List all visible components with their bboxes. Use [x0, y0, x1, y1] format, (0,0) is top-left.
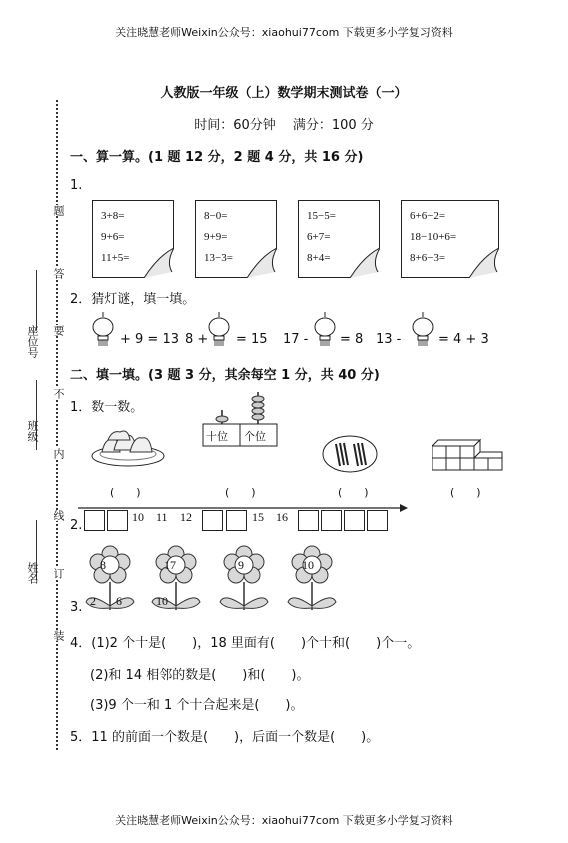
riddle-text: = 4 + 3 — [438, 332, 489, 347]
number-tick: 11 — [156, 510, 168, 524]
number-tick: 16 — [276, 510, 288, 524]
flower-icon — [284, 544, 340, 612]
equation: 13−3= — [204, 252, 233, 264]
equation: 11+5= — [101, 252, 130, 264]
seal-char: 订 — [52, 568, 65, 579]
equation: 6+6−2= — [410, 210, 446, 222]
s2-q3-label: 3. — [70, 600, 83, 615]
s2-q1-label: 1．数一数。 — [70, 400, 144, 415]
flower-leaf-number: 2 — [90, 594, 96, 608]
equation-card — [195, 200, 277, 278]
riddle-text: 13 - — [376, 332, 402, 347]
equation: 9+6= — [101, 231, 125, 243]
s2-q4-1: 4．(1)2 个十是( )，18 里面有( )个十和( )个一。 — [70, 636, 421, 651]
s2-q2-label: 2. — [70, 518, 83, 533]
equation-card — [298, 200, 380, 278]
section1-heading: 一、算一算。(1 题 12 分，2 题 4 分，共 16 分) — [70, 150, 364, 165]
seal-char: 装 — [52, 630, 65, 641]
sticks-bundle-icon — [322, 434, 378, 474]
number-tick: 12 — [180, 510, 192, 524]
number-flower — [284, 544, 340, 612]
equation-card — [92, 200, 174, 278]
q2-label: 2．猜灯谜，填一填。 — [70, 292, 196, 307]
equation: 9+9= — [204, 231, 228, 243]
flower-center-number: 17 — [164, 558, 176, 572]
class-label: 班级 — [26, 420, 39, 442]
page-curl-icon — [350, 248, 380, 278]
seal-char: 不 — [52, 388, 65, 399]
riddle-text: 8 + — [185, 332, 209, 347]
s2-q4-3: (3)9 个一和 1 个十合起来是( )。 — [90, 698, 304, 713]
number-flower — [216, 544, 272, 612]
page-subtitle: 时间：60分钟 满分：100 分 — [194, 118, 374, 133]
equation: 8−0= — [204, 210, 228, 222]
equation-card — [401, 200, 499, 278]
equation: 3+8= — [101, 210, 125, 222]
seat-underline — [36, 270, 37, 330]
seal-char: 内 — [52, 448, 65, 459]
riddle-text: + 9 = 13 — [120, 332, 179, 347]
binding-dotted-line — [56, 100, 58, 750]
lantern-icon — [90, 312, 116, 348]
seal-char: 线 — [52, 510, 65, 521]
q1-label: 1. — [70, 178, 83, 193]
number-blank[interactable] — [321, 510, 342, 531]
name-label: 姓名 — [26, 562, 39, 584]
seal-char: 题 — [52, 205, 65, 216]
number-tick: 10 — [132, 510, 144, 524]
equation: 15−5= — [307, 210, 336, 222]
flower-center-number: 8 — [100, 558, 106, 572]
number-blank[interactable] — [84, 510, 105, 531]
tens-label: 十位 — [206, 430, 228, 443]
footer-banner: 关注晓慧老师Weixin公众号：xiaohui77com 下载更多小学复习资料 — [115, 814, 453, 827]
equation: 6+7= — [307, 231, 331, 243]
answer-paren[interactable]: ( ) — [338, 486, 369, 499]
number-blank[interactable] — [226, 510, 247, 531]
flower-center-number: 10 — [302, 558, 314, 572]
number-blank[interactable] — [298, 510, 319, 531]
number-flower — [82, 544, 138, 612]
answer-paren[interactable]: ( ) — [110, 486, 141, 499]
page-title: 人教版一年级（上）数学期末测试卷（一） — [160, 86, 408, 101]
seal-char: 答 — [52, 268, 65, 279]
number-blank[interactable] — [367, 510, 388, 531]
riddle-text: 17 - — [283, 332, 309, 347]
number-flower — [148, 544, 204, 612]
plate-of-buns-icon — [90, 424, 166, 468]
s2-q4-2: (2)和 14 相邻的数是( )和( )。 — [90, 668, 310, 683]
number-blank[interactable] — [202, 510, 223, 531]
page-curl-icon — [247, 248, 277, 278]
flower-leaf-number: 10 — [156, 594, 168, 608]
section2-heading: 二、填一填。(3 题 3 分，其余每空 1 分，共 40 分) — [70, 368, 380, 383]
s2-q5: 5．11 的前面一个数是( )，后面一个数是( )。 — [70, 730, 380, 745]
flower-icon — [216, 544, 272, 612]
answer-paren[interactable]: ( ) — [225, 486, 256, 499]
page-curl-icon — [469, 248, 499, 278]
equation: 18−10+6= — [410, 231, 457, 243]
number-blank[interactable] — [344, 510, 365, 531]
lantern-icon — [206, 312, 232, 348]
number-blank[interactable] — [107, 510, 128, 531]
flower-leaf-number[interactable]: 6 — [116, 594, 122, 608]
header-banner: 关注晓慧老师Weixin公众号：xiaohui77com 下载更多小学复习资料 — [115, 26, 453, 39]
lantern-icon — [410, 312, 436, 348]
equation: 8+6−3= — [410, 252, 446, 264]
ones-label: 个位 — [244, 430, 266, 443]
equation: 8+4= — [307, 252, 331, 264]
number-tick: 15 — [252, 510, 264, 524]
riddle-text: = 8 — [340, 332, 364, 347]
flower-center-number: 9 — [238, 558, 244, 572]
lantern-icon — [312, 312, 338, 348]
cube-blocks-icon — [432, 436, 504, 472]
riddle-text: = 15 — [236, 332, 268, 347]
answer-paren[interactable]: ( ) — [450, 486, 481, 499]
page-curl-icon — [144, 248, 174, 278]
seal-char: 要 — [52, 325, 65, 336]
seat-label: 座位号 — [26, 325, 39, 358]
